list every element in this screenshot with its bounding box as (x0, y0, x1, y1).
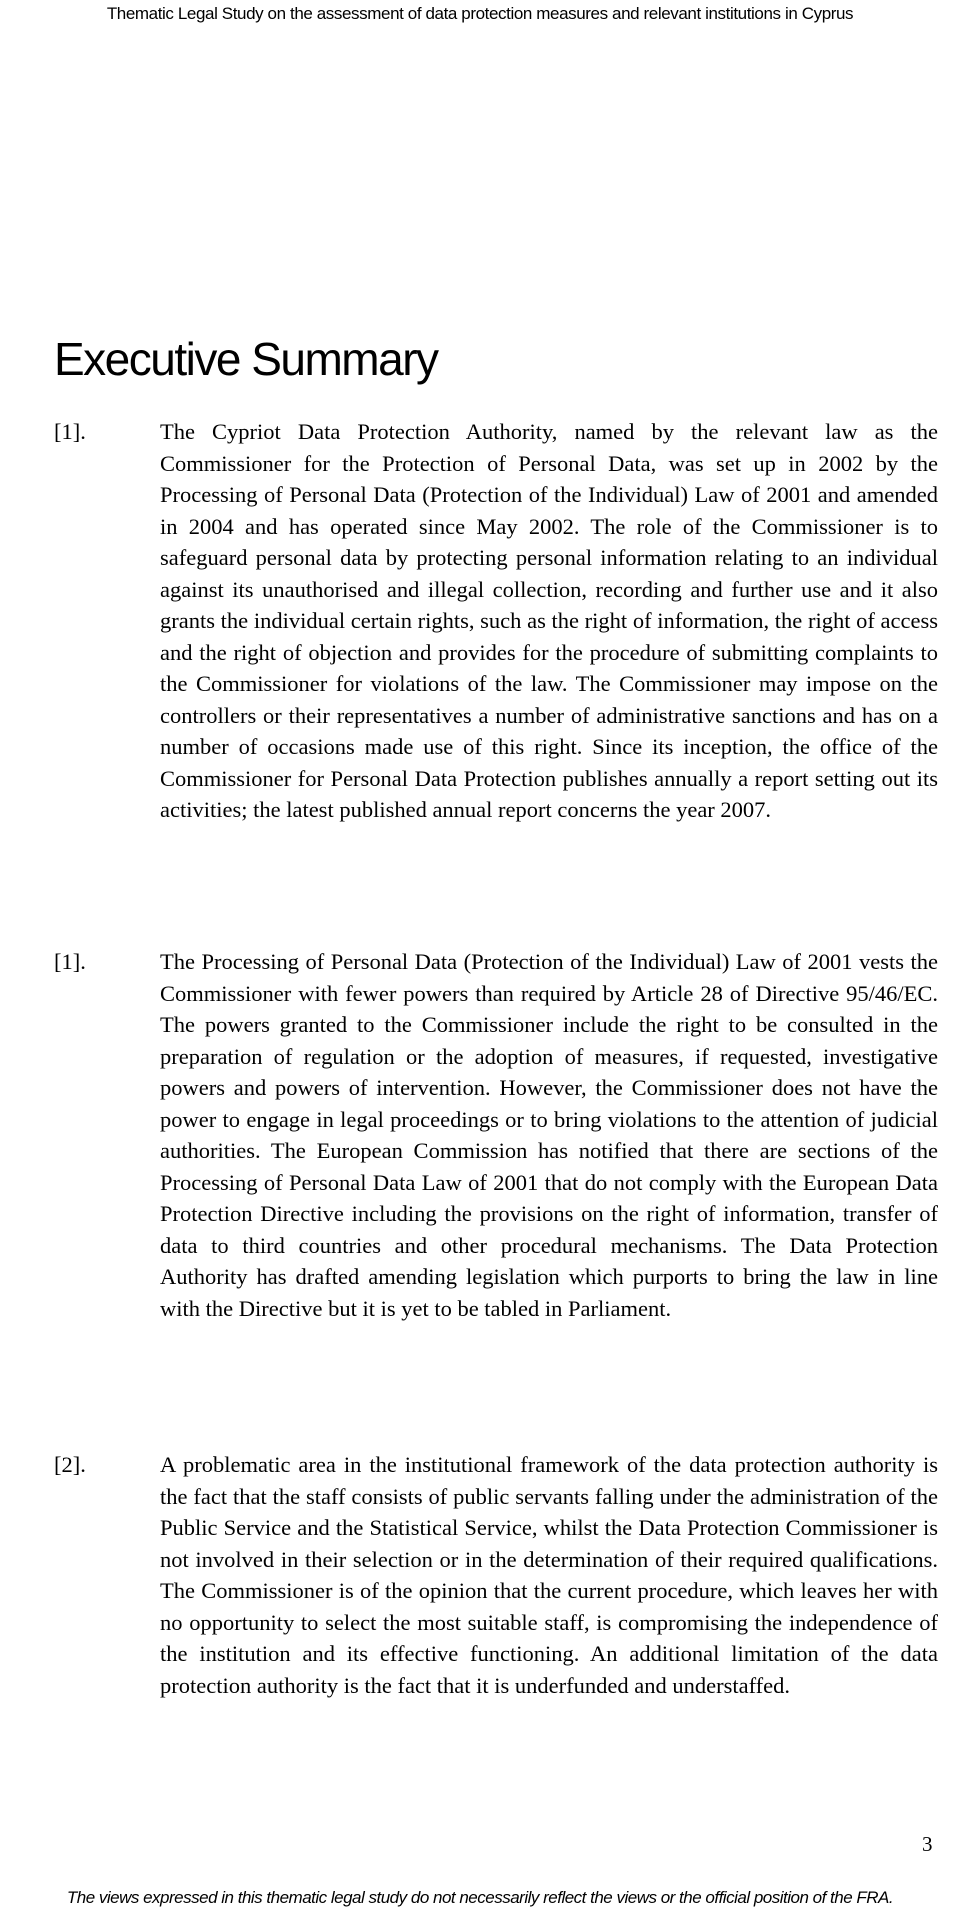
paragraph-text: The Processing of Personal Data (Protection of the Individual) Law of 2001 vests the Commissioner with fewer powers than required by Article 28 of Directive 95/46/EC. The powers granted to the Commissioner include the right to be consulted in the preparation of regulation or the adoption of measures, if requested, investigative powers and powers of intervention. However, the Commissioner does not have the power to engage in legal proceedings or to bring violations to the attention of judicial authorities. The European Commission has notified that there are sections of the Processing of Personal Data Law of 2001 that do not comply with the European Data Protection Directive including the provisions on the right of information, transfer of data to third countries and other procedural mechanisms. The Data Protection Authority has drafted amending legislation which purports to bring the law in line with the Directive but it is yet to be tabled in Parliament. (160, 949, 938, 1321)
paragraph-text: A problematic area in the institutional framework of the data protection authority is the fact that the staff consists of public servants falling under the administration of the Public Service and the Statistical Service, whilst the Data Protection Commissioner is not involved in their selection or in the determination of their required qualifications. The Commissioner is of the opinion that the current procedure, which leaves her with no opportunity to select the most suitable staff, is compromising the independence of the institution and its effective functioning. An additional limitation of the data protection authority is the fact that it is underfunded and understaffed. (160, 1452, 938, 1698)
page-number: 3 (922, 1832, 933, 1856)
paragraph-number: [1]. (54, 419, 86, 444)
paragraph-text: The Cypriot Data Protection Authority, named by the relevant law as the Commissioner for the Protection of Personal Data, was set up in 2002 by the Processing of Personal Data (Protection of the Individual) Law of 2001 and amended in 2004 and has operated since May 2002. The role of the Commissioner is to safeguard personal data by protecting personal information relating to an individual against its unauthorised and illegal collection, recording and further use and it also grants the individual certain rights, such as the right of information, the right of access and the right of objection and provides for the procedure of submitting complaints to the Commissioner for violations of the law. The Commissioner may impose on the controllers or their representatives a number of administrative sanctions and has on a number of occasions made use of this right. Since its inception, the office of the Commissioner for Personal Data Protection publishes annually a report setting out its activities; the latest published annual report concerns the year 2007. (160, 419, 938, 822)
running-header: Thematic Legal Study on the assessment of data protection measures and relevant institutions in Cyprus (106, 4, 854, 23)
paragraph-number: [2]. (54, 1452, 86, 1477)
paragraph-number: [1]. (54, 949, 86, 974)
section-title: Executive Summary (54, 333, 438, 385)
footer-disclaimer: The views expressed in this thematic legal study do not necessarily reflect the views or the official position of the FRA. (66, 1888, 894, 1907)
